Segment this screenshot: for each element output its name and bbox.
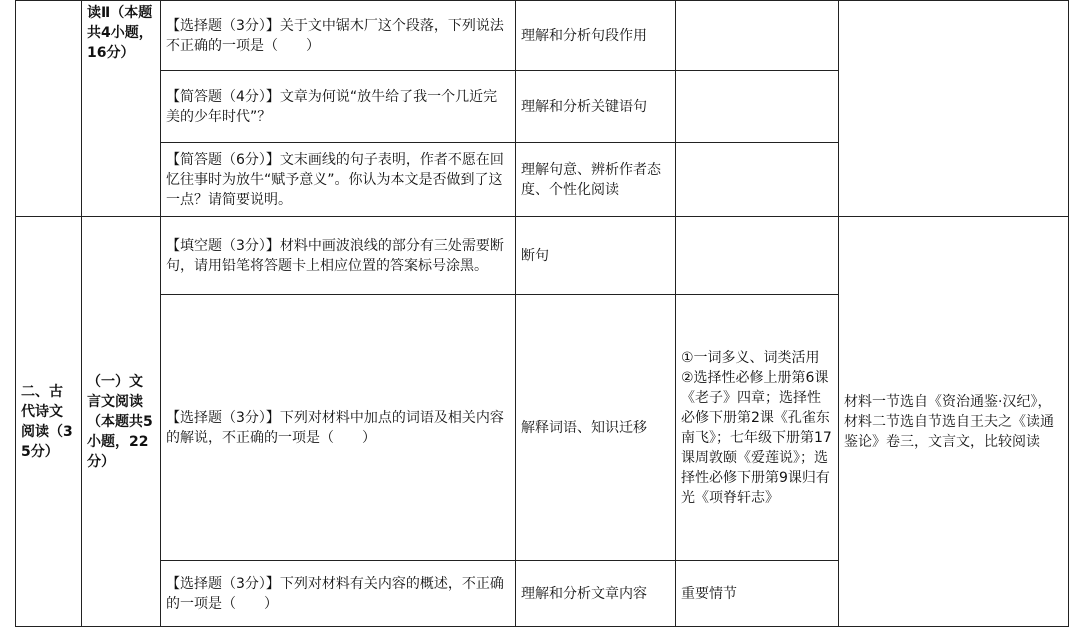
ability-cell: 断句: [516, 217, 676, 295]
question-cell: 【填空题（3分）】材料中画波浪线的部分有三处需要断句，请用铅笔将答题卡上相应位置的答案标号涂黑。: [161, 217, 516, 295]
material-cell: [839, 1, 1069, 217]
knowledge-cell: ①一词多义、词类活用 ②选择性必修上册第6课《老子》四章；选择性必修下册第2课《孔雀东南飞》；七年级下册第17课周敦颐《爱莲说》；选择性必修下册第9课归有光《项脊轩志》: [676, 295, 839, 561]
question-cell: 【简答题（6分）】文末画线的句子表明，作者不愿在回忆往事时为放牛“赋予意义”。你认为本文是否做到了这一点？请简要说明。: [161, 143, 516, 217]
question-cell: 【选择题（3分）】下列对材料有关内容的概述，不正确的一项是（ ）: [161, 561, 516, 627]
knowledge-cell: [676, 71, 839, 143]
ability-cell: 理解和分析句段作用: [516, 1, 676, 71]
exam-spec-table: [15, 0, 1069, 627]
material-cell: 材料一节选自《资治通鉴·汉纪》，材料二节选自节选自王夫之《读通鉴论》卷三，文言文，比较阅读: [839, 217, 1069, 627]
section-label: 二、古代诗文阅读（35分）: [16, 217, 82, 627]
knowledge-cell: [676, 143, 839, 217]
table-row: [16, 1, 1069, 71]
question-cell: 【简答题（4分）】文章为何说“放牛给了我一个几近完美的少年时代”？: [161, 71, 516, 143]
ability-cell: 理解和分析关键语句: [516, 71, 676, 143]
ability-cell: 理解句意、辨析作者态度、个性化阅读: [516, 143, 676, 217]
ability-cell: 理解和分析文章内容: [516, 561, 676, 627]
knowledge-cell: [676, 217, 839, 295]
subsection-label: 读Ⅱ（本题共4小题，16分）: [82, 1, 161, 217]
subsection-label: （一）文言文阅读（本题共5小题，22分）: [82, 217, 161, 627]
ability-cell: 解释词语、知识迁移: [516, 295, 676, 561]
table-row: [16, 217, 1069, 295]
knowledge-cell: [676, 1, 839, 71]
section-cell-empty: [16, 1, 82, 217]
knowledge-cell: 重要情节: [676, 561, 839, 627]
question-cell: 【选择题（3分）】下列对材料中加点的词语及相关内容的解说，不正确的一项是（ ）: [161, 295, 516, 561]
question-cell: 【选择题（3分）】关于文中锯木厂这个段落，下列说法不正确的一项是（ ）: [161, 1, 516, 71]
